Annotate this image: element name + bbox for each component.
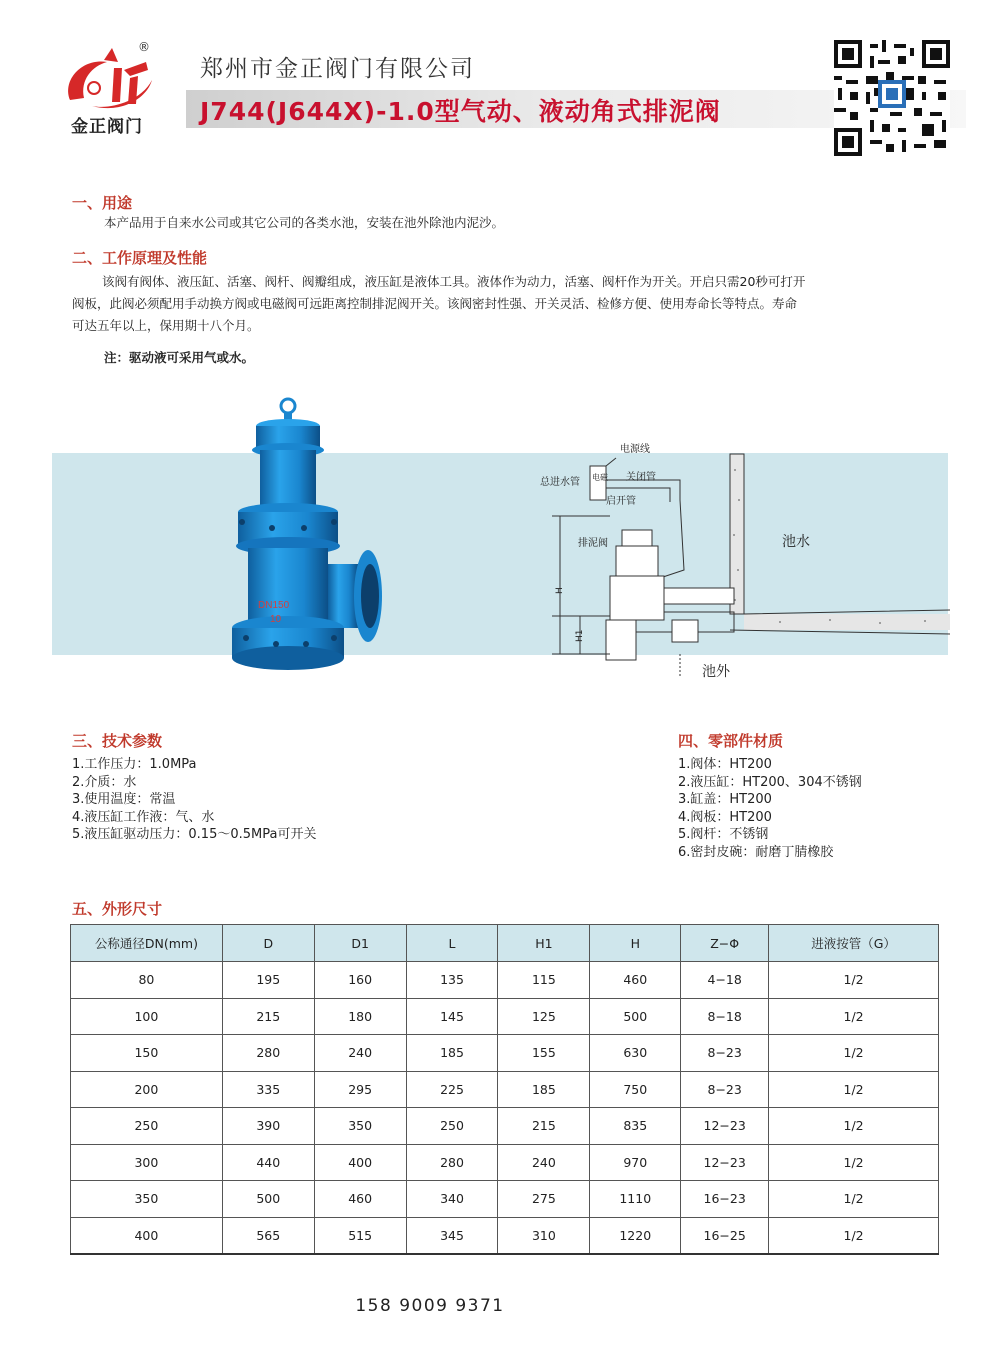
table-cell: 12−23 [681,1108,769,1145]
label-h1: H1 [575,629,585,642]
column-header: 进液按管（G） [769,925,939,962]
table-cell: 180 [314,998,406,1035]
table-cell: 500 [222,1181,314,1218]
table-cell: 250 [406,1108,498,1145]
materials-list [678,756,862,862]
table-cell: 1/2 [769,1217,939,1254]
table-cell: 80 [71,962,223,999]
label-outside-pool: 池外 [702,664,730,680]
table-cell: 145 [406,998,498,1035]
table-cell: 350 [314,1108,406,1145]
section-materials-title: 四、零部件材质 [678,732,784,750]
table-cell: 335 [222,1071,314,1108]
table-cell: 1220 [590,1217,681,1254]
label-power-line: 电源线 [620,444,650,455]
table-cell: 515 [314,1217,406,1254]
column-header: Z−Φ [681,925,769,962]
table-cell: 390 [222,1108,314,1145]
table-cell: 340 [406,1181,498,1218]
table-cell: 400 [71,1217,223,1254]
table-cell: 115 [498,962,590,999]
table-cell: 1/2 [769,1108,939,1145]
param-item: 4.液压缸工作液：气、水 [72,809,215,825]
table-cell: 280 [406,1144,498,1181]
table-cell: 16−23 [681,1181,769,1218]
material-item: 4.阀板：HT200 [678,809,772,825]
table-cell: 1110 [590,1181,681,1218]
params-list [72,756,316,844]
table-cell: 1/2 [769,1035,939,1072]
label-open-pipe: 启开管 [606,496,636,507]
table-cell: 200 [71,1071,223,1108]
table-cell: 400 [314,1144,406,1181]
section-principle-line: 该阀有阀体、液压缸、活塞、阀杆、阀瓣组成，液压缸是液体工具。液体作为动力，活塞、阀杆作为开关。开启只需20秒可打开 [102,274,806,289]
table-row [71,1071,939,1108]
table-cell: 345 [406,1217,498,1254]
table-cell: 275 [498,1181,590,1218]
param-item: 5.液压缸驱动压力：0.15～0.5MPa可开关 [72,827,317,843]
label-close-pipe: 关闭管 [626,472,656,483]
installation-diagram [530,440,950,690]
label-main-inlet: 总进水管 [540,477,580,488]
label-drain-valve: 排泥阀 [578,538,608,549]
table-row [71,1035,939,1072]
section-principle-title: 二、工作原理及性能 [72,249,208,267]
table-cell: 125 [498,998,590,1035]
table-cell: 225 [406,1071,498,1108]
table-cell: 8−23 [681,1035,769,1072]
table-cell: 4−18 [681,962,769,999]
table-row [71,998,939,1035]
table-cell: 835 [590,1108,681,1145]
column-header: L [406,925,498,962]
valve-mark-pn: 10 [270,614,282,625]
table-cell: 295 [314,1071,406,1108]
logo-text: 金正阀门 [71,117,143,137]
table-cell: 350 [71,1181,223,1218]
table-cell: 310 [498,1217,590,1254]
table-cell: 215 [498,1108,590,1145]
qr-code-icon [834,40,950,156]
column-header: H [590,925,681,962]
table-cell: 240 [498,1144,590,1181]
table-cell: 460 [590,962,681,999]
company-name: 郑州市金正阀门有限公司 [200,56,475,82]
table-header-row [71,925,939,962]
qr-code[interactable] [834,40,950,156]
table-cell: 440 [222,1144,314,1181]
table-cell: 215 [222,998,314,1035]
table-row [71,1108,939,1145]
page-title: J744(J644X)-1.0型气动、液动角式排泥阀 [200,97,721,126]
table-cell: 300 [71,1144,223,1181]
table-cell: 460 [314,1181,406,1218]
table-cell: 1/2 [769,1181,939,1218]
table-cell: 185 [406,1035,498,1072]
material-item: 5.阀杆：不锈钢 [678,827,769,843]
section-dimensions-title: 五、外形尺寸 [72,900,163,918]
table-cell: 500 [590,998,681,1035]
param-item: 3.使用温度：常温 [72,792,176,808]
param-item: 1.工作压力：1.0MPa [72,757,197,772]
table-cell: 1/2 [769,998,939,1035]
table-row [71,1144,939,1181]
label-h: H [555,587,565,594]
dimensions-table [70,924,939,1255]
valve-mark-dn: DN150 [258,600,290,611]
section-usage-title: 一、用途 [72,194,133,212]
logo-mark-icon [52,40,172,120]
table-cell: 155 [498,1035,590,1072]
table-row [71,962,939,999]
param-item: 2.介质：水 [72,774,137,790]
column-header: 公称通径DN(mm) [71,925,223,962]
table-cell: 240 [314,1035,406,1072]
phone-number: 158 9009 9371 [355,1296,505,1316]
table-cell: 150 [71,1035,223,1072]
table-cell: 8−18 [681,998,769,1035]
table-cell: 185 [498,1071,590,1108]
table-cell: 135 [406,962,498,999]
column-header: D1 [314,925,406,962]
section-principle-line: 阀板，此阀必须配用手动换方阀或电磁阀可远距离控制排泥阀开关。该阀密封性强、开关灵活、检修方便、使用寿命长等特点。寿命 [72,296,798,311]
table-cell: 16−25 [681,1217,769,1254]
table-cell: 12−23 [681,1144,769,1181]
table-cell: 1/2 [769,1144,939,1181]
column-header: H1 [498,925,590,962]
table-cell: 750 [590,1071,681,1108]
material-item: 1.阀体：HT200 [678,757,772,772]
material-item: 2.液压缸：HT200、304不锈钢 [678,774,862,790]
table-row [71,1217,939,1254]
label-solenoid: 电磁 [592,473,608,482]
table-row [71,1181,939,1218]
column-header: D [222,925,314,962]
material-item: 6.密封皮碗：耐磨丁腈橡胶 [678,844,834,860]
table-cell: 160 [314,962,406,999]
table-cell: 195 [222,962,314,999]
registered-mark: ® [138,40,150,54]
table-cell: 630 [590,1035,681,1072]
section-usage-text: 本产品用于自来水公司或其它公司的各类水池，安装在池外除池内泥沙。 [104,215,505,230]
table-cell: 8−23 [681,1071,769,1108]
table-cell: 1/2 [769,1071,939,1108]
section-principle-note: 注：驱动液可采用气或水。 [104,350,255,365]
table-cell: 970 [590,1144,681,1181]
label-pool-water: 池水 [782,534,810,550]
table-cell: 1/2 [769,962,939,999]
valve-product-image [220,388,400,688]
table-cell: 100 [71,998,223,1035]
table-cell: 280 [222,1035,314,1072]
section-principle-line: 可达五年以上，保用期十八个月。 [72,318,260,333]
section-params-title: 三、技术参数 [72,732,163,750]
material-item: 3.缸盖：HT200 [678,792,772,808]
table-cell: 565 [222,1217,314,1254]
table-cell: 250 [71,1108,223,1145]
